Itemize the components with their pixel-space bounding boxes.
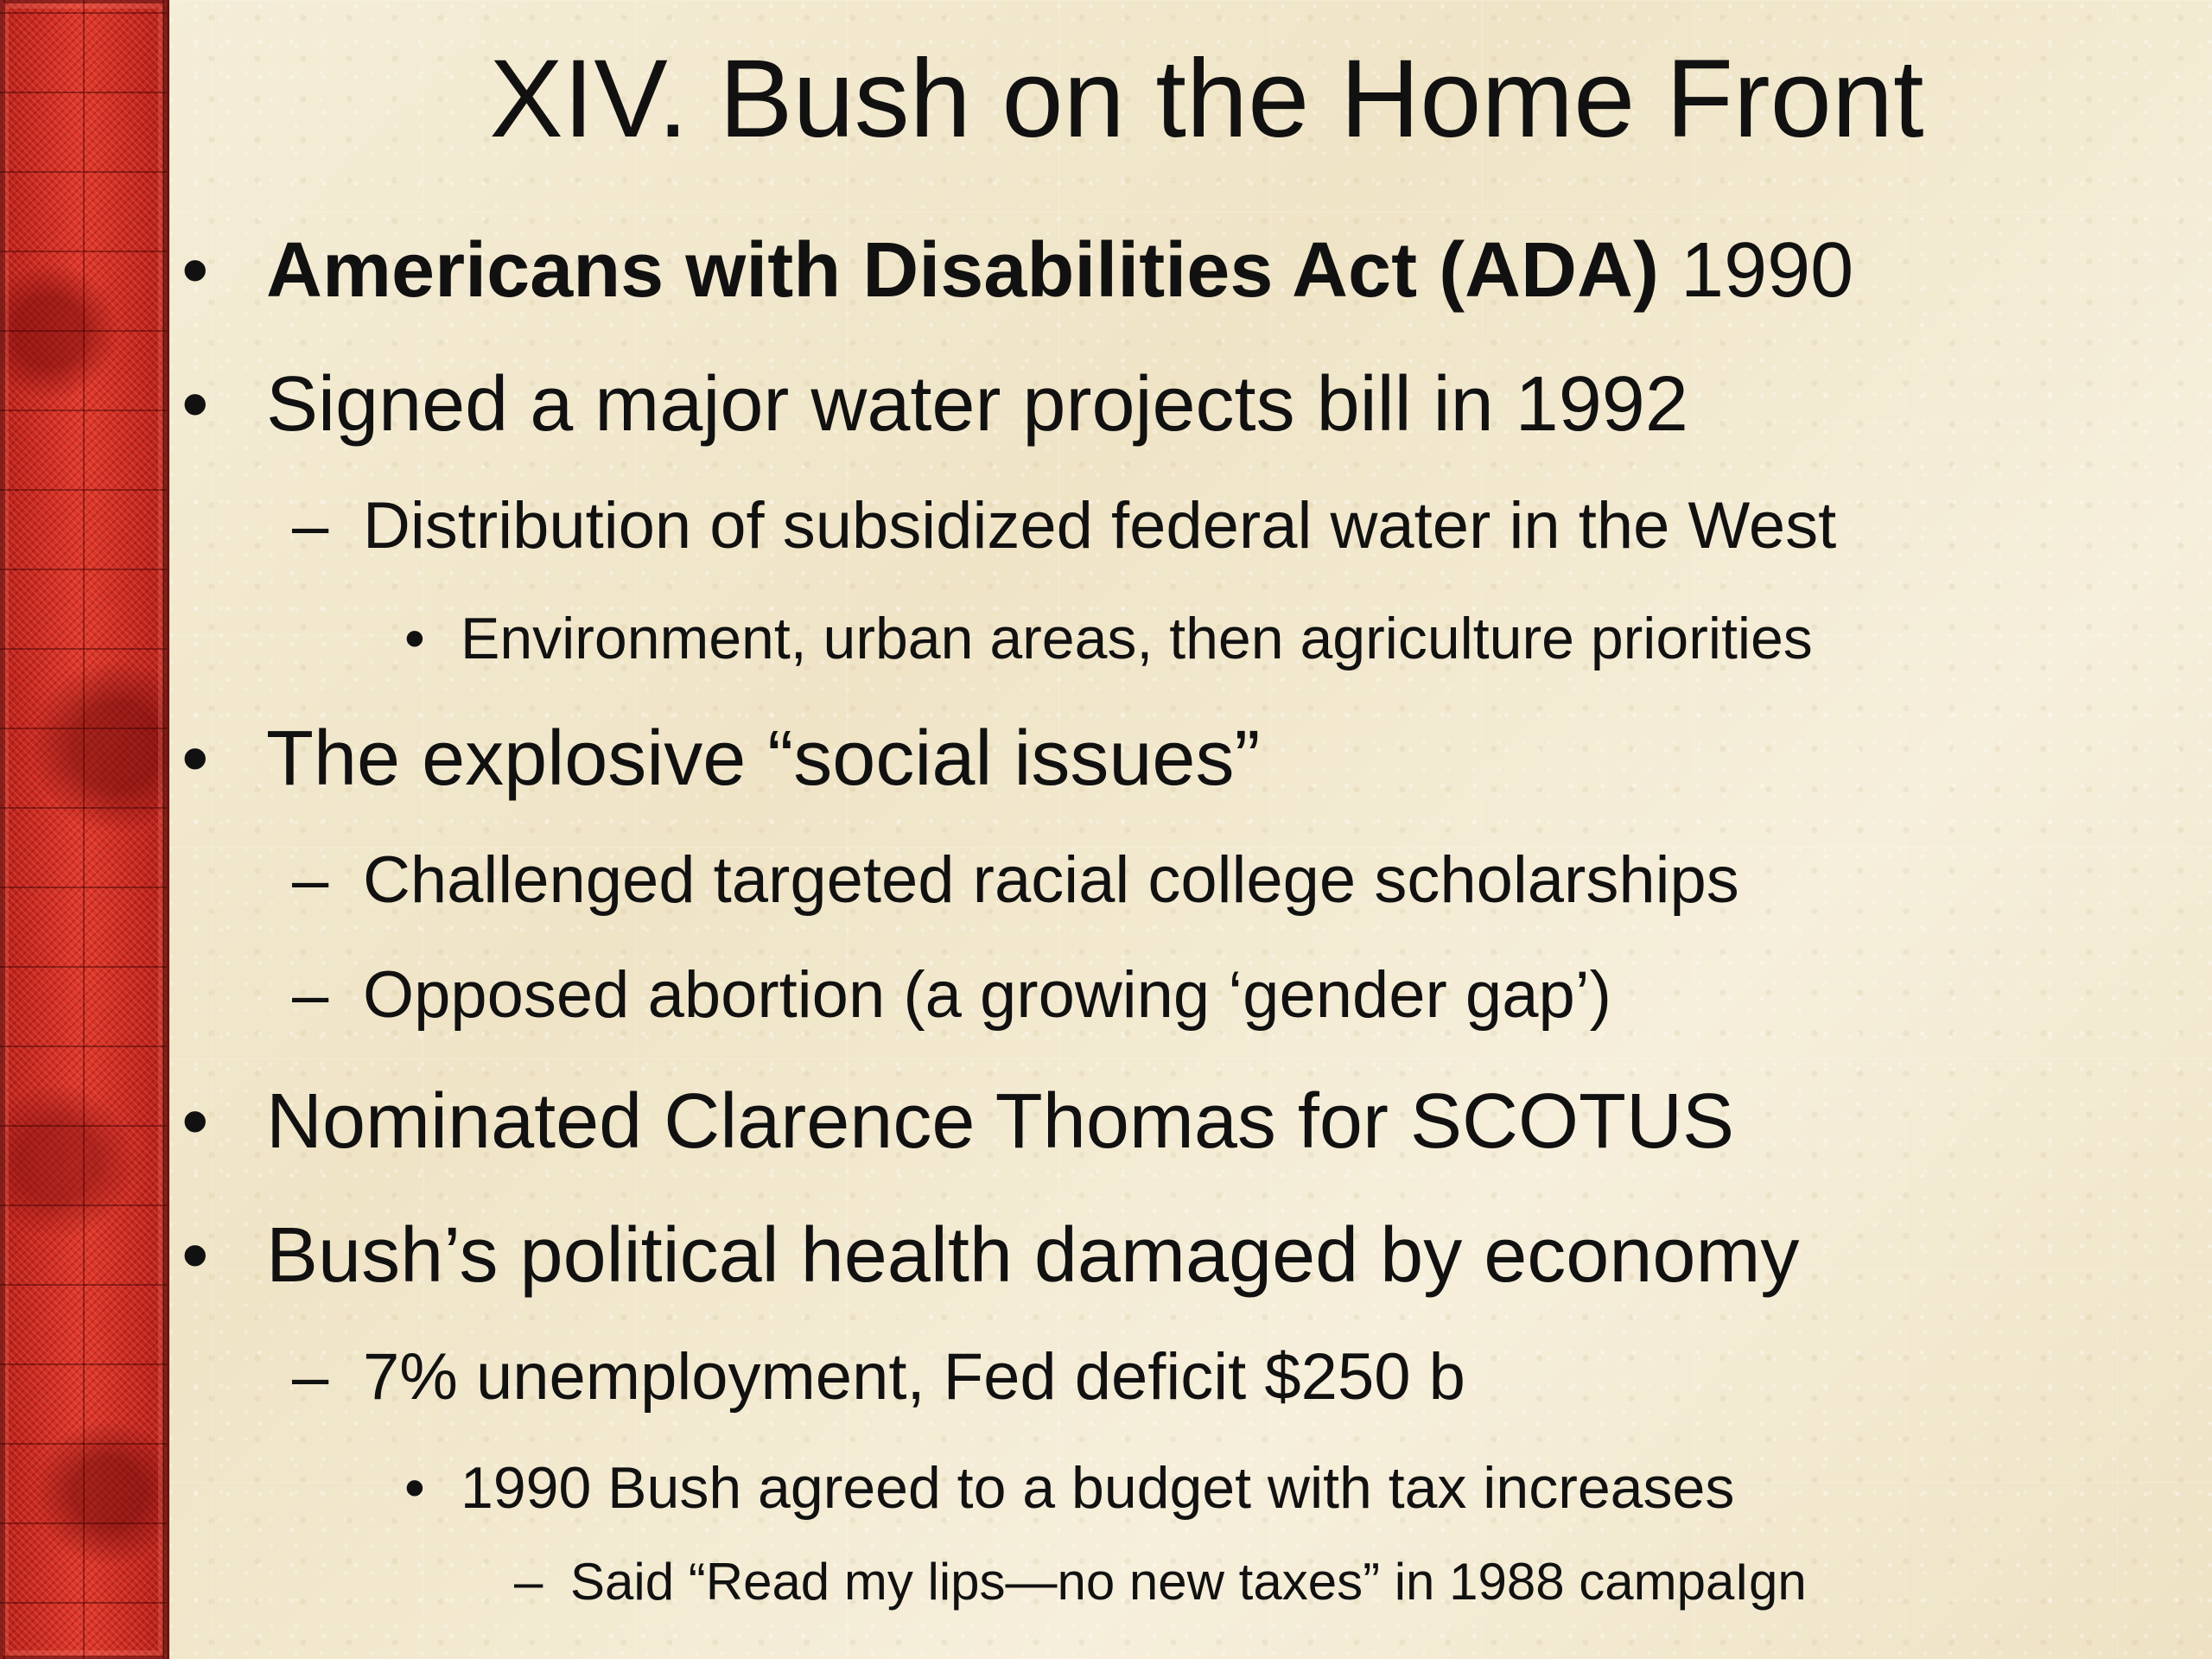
bullet-marker: •	[181, 1212, 209, 1299]
subbullet-scholarships: Challenged targeted racial college scholarships	[363, 843, 1739, 917]
subbullet-budget: 1990 Bush agreed to a budget with tax increases	[461, 1455, 1735, 1521]
dash-marker: –	[292, 489, 329, 563]
ada-bold-text: Americans with Disabilities Act (ADA)	[266, 227, 1660, 314]
bullet-economy: Bush’s political health damaged by economy	[266, 1212, 1800, 1299]
subbullet-unemployment: 7% unemployment, Fed deficit $250 b	[363, 1340, 1465, 1414]
bullet-marker: •	[181, 227, 209, 314]
subbullet-water-distribution: Distribution of subsidized federal water in the West	[363, 489, 1837, 563]
bullet-ada	[266, 223, 1853, 318]
bullet-clarence-thomas: Nominated Clarence Thomas for SCOTUS	[266, 1078, 1734, 1165]
bullet-marker: •	[181, 1078, 209, 1165]
bullet-social-issues: The explosive “social issues”	[266, 715, 1261, 802]
bullet-marker: •	[404, 1455, 425, 1521]
dash-marker: –	[292, 1340, 329, 1414]
dash-marker: –	[292, 958, 329, 1032]
slide-title: XIV. Bush on the Home Front	[489, 37, 1924, 161]
subsubbullet-read-my-lips: Said “Read my lips—no new taxes” in 1988 campaIgn	[570, 1553, 1807, 1611]
dash-marker: –	[514, 1553, 543, 1611]
bullet-water-bill: Signed a major water projects bill in 1992	[266, 361, 1688, 448]
side-border-pattern	[0, 0, 167, 1659]
bullet-marker: •	[181, 361, 209, 448]
decorative-side-border	[0, 0, 169, 1659]
ada-year-text: 1990	[1659, 227, 1854, 314]
bullet-marker: •	[404, 606, 425, 671]
bullet-marker: •	[181, 715, 209, 802]
dash-marker: –	[292, 843, 329, 917]
subbullet-priorities: Environment, urban areas, then agriculture priorities	[461, 606, 1813, 671]
subbullet-abortion: Opposed abortion (a growing ‘gender gap’)	[363, 958, 1611, 1032]
